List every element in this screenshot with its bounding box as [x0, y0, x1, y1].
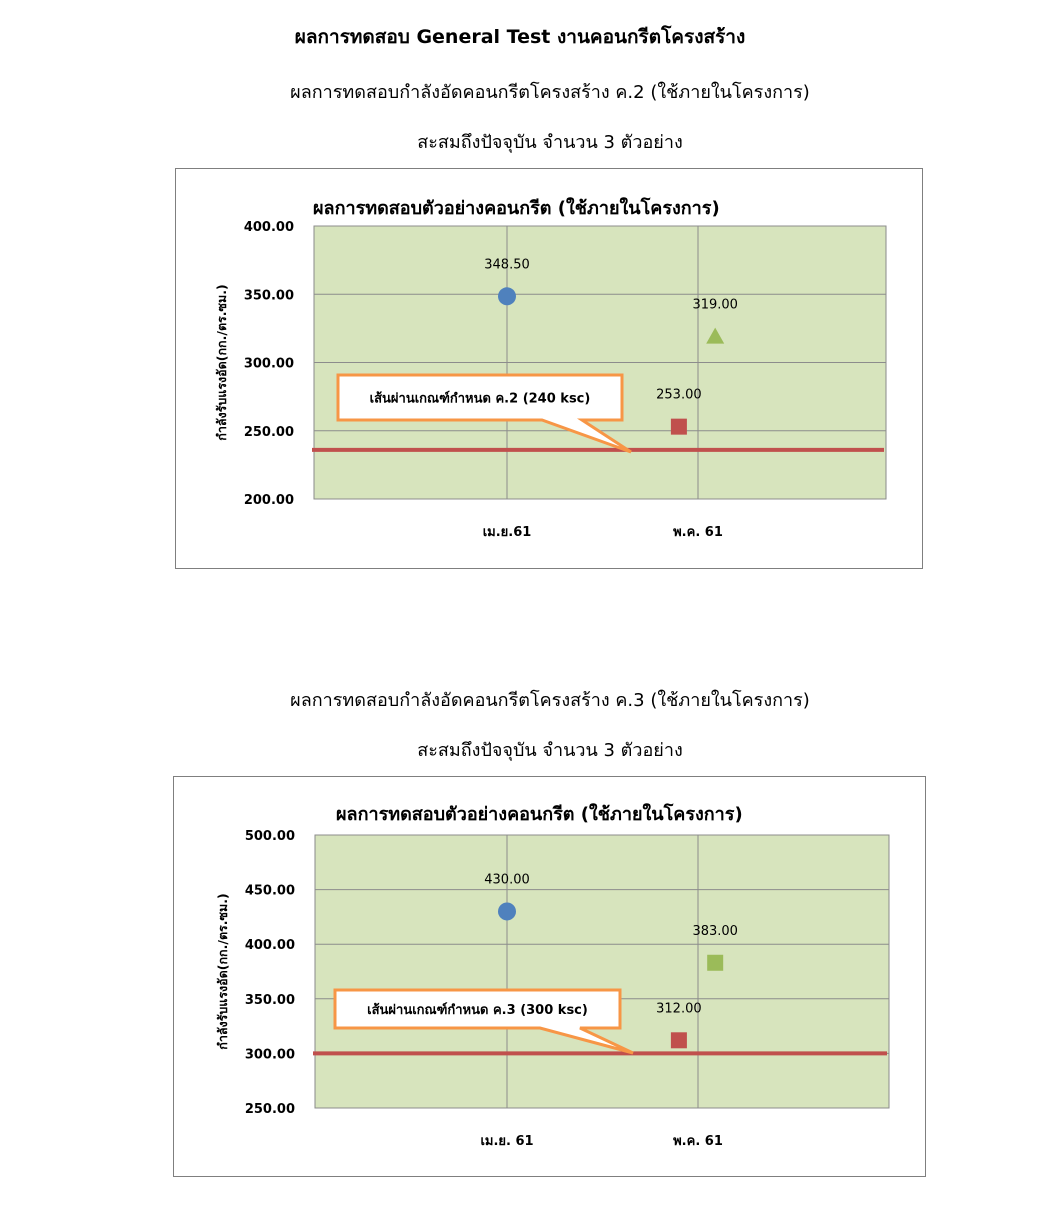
y-tick-label: 350.00	[243, 288, 294, 304]
threshold-callout-label: เส้นผ่านเกณฑ์กำหนด ค.2 (240 ksc)	[369, 391, 591, 407]
chart-svg	[176, 169, 924, 570]
y-tick-label: 350.00	[244, 992, 295, 1008]
y-tick-label: 250.00	[244, 1102, 295, 1117]
x-category-label: พ.ค. 61	[673, 1134, 723, 1149]
data-point-square	[707, 955, 723, 971]
data-point-circle	[498, 287, 516, 305]
data-point-square	[671, 1032, 687, 1048]
chart-svg	[174, 777, 927, 1178]
y-tick-label: 300.00	[244, 1047, 295, 1063]
section-1-title: ผลการทดสอบกำลังอัดคอนกรีตโครงสร้าง ค.2 (ใช้ภายในโครงการ)	[290, 82, 810, 103]
plot-area	[315, 835, 889, 1108]
y-tick-label: 500.00	[244, 829, 295, 844]
section-2-title: ผลการทดสอบกำลังอัดคอนกรีตโครงสร้าง ค.3 (ใช้ภายในโครงการ)	[290, 690, 810, 711]
chart-2	[173, 776, 926, 1177]
y-axis-label: กำลังรับแรงอัด(กก./ตร.ซม.)	[215, 893, 230, 1050]
x-category-label: พ.ค. 61	[673, 525, 723, 540]
data-point-circle	[498, 902, 516, 920]
y-tick-label: 200.00	[243, 493, 294, 508]
y-tick-label: 300.00	[243, 356, 294, 372]
data-label: 253.00	[656, 387, 702, 403]
section-2-subtitle: สะสมถึงปัจจุบัน จำนวน 3 ตัวอย่าง	[417, 740, 683, 761]
data-point-square	[671, 419, 687, 435]
y-axis-label: กำลังรับแรงอัด(กก./ตร.ซม.)	[214, 284, 229, 441]
chart-title: ผลการทดสอบตัวอย่างคอนกรีต (ใช้ภายในโครงการ)	[313, 198, 720, 219]
x-category-label: เม.ย. 61	[480, 1134, 534, 1149]
data-label: 319.00	[692, 297, 738, 313]
y-tick-label: 450.00	[244, 883, 295, 899]
chart-title: ผลการทดสอบตัวอย่างคอนกรีต (ใช้ภายในโครงการ)	[336, 804, 743, 825]
y-tick-label: 250.00	[243, 424, 294, 440]
data-label: 312.00	[656, 1001, 702, 1017]
chart-1	[175, 168, 923, 569]
x-category-label: เม.ย.61	[482, 525, 532, 540]
section-1-subtitle: สะสมถึงปัจจุบัน จำนวน 3 ตัวอย่าง	[417, 132, 683, 153]
data-label: 383.00	[692, 923, 738, 939]
y-tick-label: 400.00	[243, 220, 294, 235]
data-label: 430.00	[484, 872, 530, 888]
data-label: 348.50	[484, 257, 530, 273]
y-tick-label: 400.00	[244, 938, 295, 954]
threshold-callout-label: เส้นผ่านเกณฑ์กำหนด ค.3 (300 ksc)	[367, 1003, 588, 1018]
page-title: ผลการทดสอบ General Test งานคอนกรีตโครงสร้าง	[294, 26, 746, 48]
